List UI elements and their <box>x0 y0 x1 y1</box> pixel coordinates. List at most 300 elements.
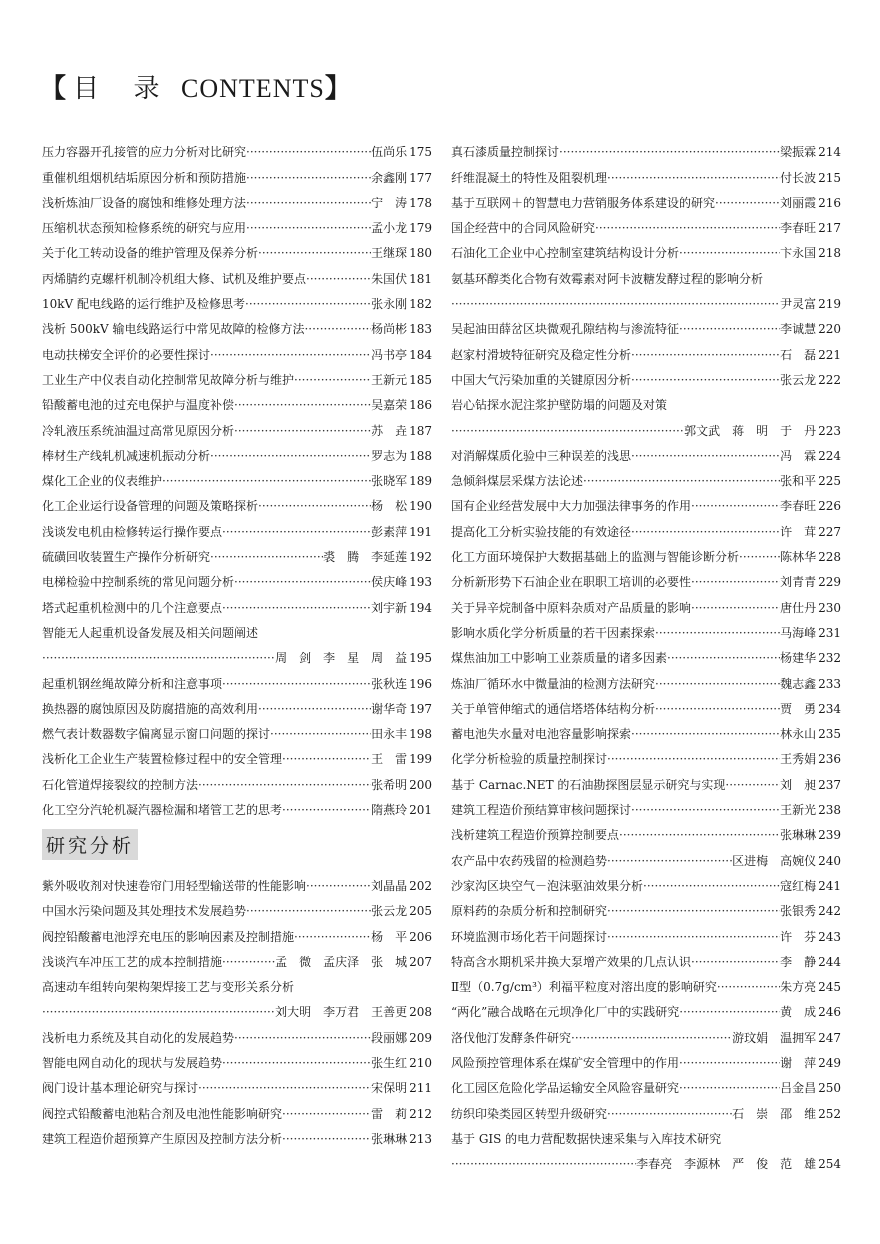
toc-entry-page: 197 <box>409 701 432 716</box>
toc-leader-dots <box>282 1107 371 1121</box>
toc-entry[interactable] <box>451 868 841 893</box>
toc-entry-page: 217 <box>818 221 841 236</box>
toc-entry-title: 关于异辛烷制备中原料杂质对产品质量的影响 <box>451 600 692 615</box>
toc-leader-dots <box>246 171 371 185</box>
toc-entry-page: 212 <box>409 1106 432 1121</box>
toc-entry-author: 张永刚 <box>371 297 408 312</box>
toc-entry-page: 179 <box>409 221 432 236</box>
toc-leader-dots <box>42 651 275 665</box>
toc-leader-dots <box>679 1081 780 1095</box>
toc-entry-author: 刘 昶 <box>780 777 817 792</box>
toc-entry[interactable] <box>451 513 841 538</box>
toc-entry-title: 塔式起重机检测中的几个注意要点 <box>42 600 223 615</box>
toc-entry-page: 189 <box>409 474 432 489</box>
toc-entry-page: 227 <box>818 524 841 539</box>
toc-entry-title: 炼油厂循环水中微量油的检测方法研究 <box>451 676 656 691</box>
toc-entry-author: 游玟娟 温拥军 <box>732 1030 817 1045</box>
toc-entry-page: 250 <box>818 1081 841 1096</box>
toc-leader-dots <box>222 525 371 539</box>
toc-entry-title: 浅谈汽车冲压工艺的成本控制措施 <box>42 954 223 969</box>
toc-entry-page: 228 <box>818 550 841 565</box>
toc-entry-page: 206 <box>409 929 432 944</box>
toc-entry-title: 风险预控管理体系在煤矿安全管理中的作用 <box>451 1055 680 1070</box>
toc-leader-dots <box>222 1056 371 1070</box>
toc-entry[interactable] <box>42 286 432 311</box>
toc-entry-title: 基于 GIS 的电力营配数据快速采集与入库技术研究 <box>451 1131 722 1146</box>
toc-entry-author: 彭素萍 <box>371 524 408 539</box>
toc-entry-author: 张云龙 <box>371 904 408 919</box>
toc-entry-title: 急倾斜煤层采煤方法论述 <box>451 474 584 489</box>
toc-entry-author: 宁 涛 <box>371 195 408 210</box>
toc-entry[interactable] <box>451 691 841 716</box>
toc-entry-author: 张琳琳 <box>371 1131 408 1146</box>
toc-entry[interactable] <box>42 766 432 791</box>
toc-entry-page: 226 <box>818 499 841 514</box>
toc-leader-dots <box>234 1031 371 1045</box>
toc-entry-title: 工业生产中仪表自动化控制常见故障分析与维护 <box>42 372 295 387</box>
contents-header <box>40 68 352 105</box>
toc-entry[interactable] <box>42 488 432 513</box>
toc-entry[interactable] <box>42 589 432 614</box>
toc-entry-author: 付长波 <box>780 170 817 185</box>
toc-entry[interactable] <box>451 438 841 463</box>
toc-entry-title: 赵家村滑坡特征研究及稳定性分析 <box>451 347 632 362</box>
toc-entry-title: 环境监测市场化若干问题探讨 <box>451 929 608 944</box>
toc-entry-author: 侯庆峰 <box>371 575 408 590</box>
toc-entry-author: 冯书亭 <box>371 347 408 362</box>
toc-entry[interactable] <box>451 766 841 791</box>
toc-entry-author: 杨 松 <box>371 499 408 514</box>
toc-entry-title: 国有企业经营发展中大力加强法律事务的作用 <box>451 499 692 514</box>
toc-leader-dots <box>210 550 323 564</box>
toc-entry-page: 242 <box>818 904 841 919</box>
toc-entry[interactable] <box>451 969 841 994</box>
toc-leader-dots <box>631 373 780 387</box>
toc-entry[interactable] <box>42 615 432 666</box>
toc-leader-dots <box>691 499 780 513</box>
toc-entry[interactable] <box>451 665 841 690</box>
toc-entry[interactable] <box>451 1070 841 1095</box>
toc-right-list <box>451 134 841 1171</box>
toc-entry-author: 唐仕丹 <box>780 600 817 615</box>
toc-entry-page: 181 <box>409 271 432 286</box>
toc-leader-dots <box>607 1107 732 1121</box>
toc-entry[interactable] <box>42 311 432 336</box>
toc-entry[interactable] <box>451 488 841 513</box>
toc-entry-title: 氨基环醇类化合物有效霉素对阿卡波糖发酵过程的影响分析 <box>451 271 764 286</box>
toc-entry-author: 杨 平 <box>371 929 408 944</box>
toc-entry-author: 孟小龙 <box>371 221 408 236</box>
toc-entry-author: 马海峰 <box>780 625 817 640</box>
toc-entry[interactable] <box>451 362 841 387</box>
toc-leader-dots <box>234 398 371 412</box>
toc-entry-author: 杨建华 <box>780 651 817 666</box>
toc-leader-dots <box>282 752 371 766</box>
toc-entry-author: 许 芬 <box>780 929 817 944</box>
toc-entry-page: 247 <box>818 1030 841 1045</box>
toc-leader-dots <box>619 828 780 842</box>
toc-leader-dots <box>198 778 371 792</box>
toc-entry-page: 175 <box>409 145 432 160</box>
toc-leader-dots <box>691 575 780 589</box>
toc-leader-dots <box>246 145 371 159</box>
toc-entry-page: 214 <box>818 145 841 160</box>
toc-entry-title: 紫外吸收剂对快速卷帘门用轻型输送带的性能影响 <box>42 878 307 893</box>
toc-entry-page: 193 <box>409 575 432 590</box>
toc-entry-author: 吴嘉荣 <box>371 398 408 413</box>
toc-entry-page: 195 <box>409 651 432 666</box>
toc-entry[interactable] <box>42 893 432 918</box>
toc-entry-title: 电动扶梯安全评价的必要性探讨 <box>42 347 211 362</box>
toc-entry[interactable] <box>42 513 432 538</box>
toc-entry[interactable] <box>42 1045 432 1070</box>
toc-entry[interactable] <box>451 1045 841 1070</box>
toc-entry[interactable] <box>42 868 432 893</box>
toc-entry[interactable] <box>451 1095 841 1120</box>
toc-entry-author: 李 静 <box>780 954 817 969</box>
toc-entry[interactable] <box>451 539 841 564</box>
toc-entry[interactable] <box>451 159 841 184</box>
toc-entry-title: 提高化工分析实验技能的有效途径 <box>451 524 632 539</box>
toc-leader-dots <box>198 1081 371 1095</box>
toc-entry[interactable] <box>451 336 841 361</box>
toc-entry-author: 裘 腾 李延莲 <box>323 550 408 565</box>
toc-entry-page: 211 <box>409 1081 432 1096</box>
toc-entry-author: 刘青青 <box>780 575 817 590</box>
toc-entry[interactable] <box>451 918 841 943</box>
toc-left-bottom-list <box>42 868 432 1146</box>
toc-entry-page: 182 <box>409 297 432 312</box>
toc-entry-page: 241 <box>818 878 841 893</box>
toc-entry-author: 尹灵富 <box>780 297 817 312</box>
toc-entry-title: 基于 Carnac.NET 的石油勘探图层显示研究与实现 <box>451 777 726 792</box>
toc-leader-dots <box>595 221 780 235</box>
toc-entry-page: 200 <box>409 777 432 792</box>
toc-leader-dots <box>258 246 371 260</box>
toc-entry-page: 187 <box>409 423 432 438</box>
toc-entry-author: 苏 垚 <box>371 423 408 438</box>
toc-entry-title: “两化”融合战略在元坝净化厂中的实践研究 <box>451 1005 680 1020</box>
toc-entry[interactable] <box>42 969 432 1020</box>
toc-entry[interactable] <box>451 893 841 918</box>
toc-entry-page: 239 <box>818 828 841 843</box>
toc-entry[interactable] <box>451 564 841 589</box>
toc-entry-page: 183 <box>409 322 432 337</box>
toc-entry-page: 213 <box>409 1131 432 1146</box>
toc-entry-page: 185 <box>409 372 432 387</box>
toc-entry-page: 205 <box>409 904 432 919</box>
toc-entry[interactable] <box>451 994 841 1019</box>
toc-left-top-list <box>42 134 432 817</box>
toc-entry-page: 194 <box>409 600 432 615</box>
toc-entry-author: 王秀娟 <box>780 752 817 767</box>
toc-entry-author: 罗志为 <box>371 448 408 463</box>
toc-entry-author: 朱方亮 <box>780 980 817 995</box>
toc-leader-dots <box>246 221 371 235</box>
toc-entry-title: 建筑工程造价超预算产生原因及控制方法分析 <box>42 1131 283 1146</box>
toc-entry-title: 分析新形势下石油企业在职职工培训的必要性 <box>451 575 692 590</box>
toc-entry[interactable] <box>42 185 432 210</box>
toc-entry[interactable] <box>451 1121 841 1172</box>
toc-entry-author: 陈林华 <box>780 550 817 565</box>
toc-entry-author: 魏志鑫 <box>780 676 817 691</box>
toc-leader-dots <box>631 348 780 362</box>
toc-entry-author: 区进梅 高婉仪 <box>732 853 817 868</box>
header-open-bracket: 【 <box>40 74 68 104</box>
toc-leader-dots <box>451 1157 636 1171</box>
toc-entry-title: 铅酸蓄电池的过充电保护与温度补偿 <box>42 398 235 413</box>
toc-entry-title: 换热器的腐蚀原因及防腐措施的高效利用 <box>42 701 259 716</box>
toc-entry-author: 张云龙 <box>780 372 817 387</box>
toc-entry-title: 建筑工程造价预结算审核问题探讨 <box>451 803 632 818</box>
toc-entry-page: 209 <box>409 1030 432 1045</box>
toc-entry[interactable] <box>451 185 841 210</box>
toc-entry[interactable] <box>42 134 432 159</box>
toc-entry-title: 浅谈发电机由检修转运行操作要点 <box>42 524 223 539</box>
toc-entry[interactable] <box>451 589 841 614</box>
toc-entry-title: 关于单管伸缩式的通信塔塔体结构分析 <box>451 701 656 716</box>
toc-entry-author: 段丽娜 <box>371 1030 408 1045</box>
toc-entry-author: 王新元 <box>371 372 408 387</box>
toc-leader-dots <box>667 651 780 665</box>
toc-entry-author: 卞永国 <box>780 246 817 261</box>
toc-entry[interactable] <box>451 311 841 336</box>
toc-entry[interactable] <box>451 387 841 438</box>
toc-entry-title: 中国水污染问题及其处理技术发展趋势 <box>42 904 247 919</box>
toc-entry-author: 周 剑 李 星 周 益 <box>275 651 408 666</box>
toc-leader-dots <box>715 196 780 210</box>
toc-entry[interactable] <box>42 944 432 969</box>
toc-entry-title: 煤焦油加工中影响工业萘质量的诸多因素 <box>451 651 668 666</box>
toc-entry-page: 210 <box>409 1055 432 1070</box>
toc-entry-author: 张和平 <box>780 474 817 489</box>
toc-entry-page: 229 <box>818 575 841 590</box>
toc-leader-dots <box>583 474 780 488</box>
toc-entry-title: 阀控式铅酸蓄电池粘合剂及电池性能影响研究 <box>42 1106 283 1121</box>
toc-entry-page: 186 <box>409 398 432 413</box>
toc-leader-dots <box>294 373 371 387</box>
toc-entry-author: 谢 萍 <box>780 1055 817 1070</box>
toc-leader-dots <box>162 474 371 488</box>
toc-entry-page: 245 <box>818 980 841 995</box>
toc-entry[interactable] <box>42 1095 432 1120</box>
toc-entry[interactable] <box>451 615 841 640</box>
toc-leader-dots <box>306 272 371 286</box>
toc-entry[interactable] <box>42 210 432 235</box>
toc-entry-title: 影响水质化学分析质量的若干因素探索 <box>451 625 656 640</box>
toc-entry-title: 丙烯腈约克螺杆机制冷机组大修、试机及维护要点 <box>42 271 307 286</box>
toc-leader-dots <box>717 980 780 994</box>
toc-leader-dots <box>451 297 780 311</box>
toc-entry[interactable] <box>451 741 841 766</box>
toc-entry-author: 李春亮 李源林 严 俊 范 雄 <box>636 1157 817 1172</box>
toc-entry-title: 浅析建筑工程造价预算控制要点 <box>451 828 620 843</box>
toc-entry-author: 刘大明 李万君 王善更 <box>275 1005 408 1020</box>
toc-entry-page: 191 <box>409 524 432 539</box>
toc-entry-page: 223 <box>818 423 841 438</box>
toc-entry[interactable] <box>42 463 432 488</box>
toc-entry-title: 吴起油田薛岔区块微观孔隙结构与渗流特征 <box>451 322 680 337</box>
toc-entry-page: 201 <box>409 803 432 818</box>
toc-entry-title: 浅析化工企业生产装置检修过程中的安全管理 <box>42 752 283 767</box>
toc-entry[interactable] <box>42 387 432 412</box>
toc-entry-title: 浅析炼油厂设备的腐蚀和维修处理方法 <box>42 195 247 210</box>
toc-entry-page: 220 <box>818 322 841 337</box>
toc-entry-page: 177 <box>409 170 432 185</box>
toc-leader-dots <box>222 955 275 969</box>
toc-entry-title: Ⅱ型（0.7g/cm³）利福平粒度对溶出度的影响研究 <box>451 980 717 995</box>
toc-entry[interactable] <box>42 716 432 741</box>
toc-entry-author: 伍尚乐 <box>371 145 408 160</box>
toc-leader-dots <box>607 930 780 944</box>
toc-entry[interactable] <box>42 1121 432 1146</box>
toc-entry[interactable] <box>42 1019 432 1044</box>
toc-entry-author: 刘晶晶 <box>371 878 408 893</box>
header-close-bracket: 】 <box>324 74 352 104</box>
toc-entry-title: 化工方面环境保护大数据基础上的监测与智能诊断分析 <box>451 550 740 565</box>
toc-entry-title: 煤化工企业的仪表维护 <box>42 474 163 489</box>
toc-leader-dots <box>282 803 371 817</box>
toc-leader-dots <box>258 499 371 513</box>
toc-entry-page: 237 <box>818 777 841 792</box>
toc-entry-title: 国企经营中的合同风险研究 <box>451 221 596 236</box>
toc-entry[interactable] <box>42 412 432 437</box>
toc-entry-page: 230 <box>818 600 841 615</box>
section-title: 研究分析 <box>42 829 138 860</box>
toc-entry-title: 浅析电力系统及其自动化的发展趋势 <box>42 1030 235 1045</box>
toc-entry-title: 阀门设计基本理论研究与探讨 <box>42 1081 199 1096</box>
toc-entry-page: 222 <box>818 372 841 387</box>
toc-entry-title: 燃气表计数器数字偏离显示窗口问题的探讨 <box>42 727 271 742</box>
toc-entry[interactable] <box>451 260 841 311</box>
toc-entry-title: 起重机钢丝绳故障分析和注意事项 <box>42 676 223 691</box>
toc-entry-author: 冯 霖 <box>780 448 817 463</box>
toc-entry[interactable] <box>451 134 841 159</box>
toc-entry-author: 石 磊 <box>780 347 817 362</box>
toc-leader-dots <box>691 601 780 615</box>
toc-entry-page: 188 <box>409 448 432 463</box>
toc-entry-author: 吕金昌 <box>780 1081 817 1096</box>
toc-leader-dots <box>631 803 780 817</box>
toc-leader-dots <box>655 677 780 691</box>
toc-entry-author: 王 雷 <box>371 752 408 767</box>
toc-entry[interactable] <box>42 539 432 564</box>
toc-entry-author: 张生红 <box>371 1055 408 1070</box>
toc-entry-title: 压力容器开孔接管的应力分析对比研究 <box>42 145 247 160</box>
toc-entry-title: 化学分析检验的质量控制探讨 <box>451 752 608 767</box>
toc-entry-page: 225 <box>818 474 841 489</box>
toc-leader-dots <box>739 550 780 564</box>
toc-entry-page: 240 <box>818 853 841 868</box>
toc-entry[interactable] <box>42 792 432 817</box>
toc-entry[interactable] <box>451 640 841 665</box>
toc-entry-page: 252 <box>818 1106 841 1121</box>
toc-entry-title: 中国大气污染加重的关键原因分析 <box>451 372 632 387</box>
toc-entry-title: 真石漆质量控制探讨 <box>451 145 560 160</box>
toc-entry-page: 208 <box>409 1005 432 1020</box>
toc-entry[interactable] <box>42 665 432 690</box>
toc-entry-title: 重催机组烟机结垢原因分析和预防措施 <box>42 170 247 185</box>
toc-entry-title: 基于互联网＋的智慧电力营销服务体系建设的研究 <box>451 195 716 210</box>
toc-entry[interactable] <box>451 1019 841 1044</box>
toc-entry-title: 化工企业运行设备管理的问题及策略探析 <box>42 499 259 514</box>
toc-entry[interactable] <box>42 362 432 387</box>
toc-entry-author: 余鑫刚 <box>371 170 408 185</box>
toc-entry[interactable] <box>42 691 432 716</box>
toc-entry[interactable] <box>451 944 841 969</box>
toc-entry[interactable] <box>42 918 432 943</box>
toc-entry[interactable] <box>451 842 841 867</box>
toc-entry[interactable] <box>42 159 432 184</box>
toc-entry[interactable] <box>451 463 841 488</box>
toc-entry[interactable] <box>42 1070 432 1095</box>
toc-leader-dots <box>655 626 780 640</box>
toc-entry-author: 张希明 <box>371 777 408 792</box>
toc-leader-dots <box>282 1132 371 1146</box>
toc-entry-title: 高速动车组转向架构架焊接工艺与变形关系分析 <box>42 980 295 995</box>
toc-leader-dots <box>210 348 371 362</box>
toc-entry[interactable] <box>42 438 432 463</box>
toc-leader-dots <box>631 727 780 741</box>
toc-entry[interactable] <box>451 210 841 235</box>
toc-entry-title: 岩心钻探水泥注浆护壁防塌的问题及对策 <box>451 398 668 413</box>
toc-leader-dots <box>679 322 780 336</box>
toc-entry[interactable] <box>451 235 841 260</box>
toc-entry-title: 农产品中农药残留的检测趋势 <box>451 853 608 868</box>
toc-entry[interactable] <box>451 817 841 842</box>
toc-entry-page: 180 <box>409 246 432 261</box>
toc-entry-author: 朱国伏 <box>371 271 408 286</box>
toc-entry-author: 谢华奇 <box>371 701 408 716</box>
header-title-cn: 目 录 <box>73 74 174 103</box>
toc-entry-page: 238 <box>818 803 841 818</box>
toc-left-column <box>42 134 432 1146</box>
toc-entry[interactable] <box>451 716 841 741</box>
toc-leader-dots <box>607 904 780 918</box>
toc-entry-author: 梁振霖 <box>780 145 817 160</box>
toc-leader-dots <box>246 904 371 918</box>
toc-entry[interactable] <box>42 260 432 285</box>
toc-entry-title: 硫磺回收装置生产操作分析研究 <box>42 550 211 565</box>
toc-leader-dots <box>559 145 780 159</box>
toc-right-column <box>451 134 841 1171</box>
toc-entry[interactable] <box>42 741 432 766</box>
toc-entry-page: 249 <box>818 1055 841 1070</box>
toc-entry-author: 林永山 <box>780 727 817 742</box>
toc-leader-dots <box>607 854 732 868</box>
toc-leader-dots <box>304 322 371 336</box>
toc-entry[interactable] <box>42 564 432 589</box>
toc-entry-title: 化工空分汽轮机凝汽器检漏和堵管工艺的思考 <box>42 803 283 818</box>
toc-leader-dots <box>258 702 371 716</box>
toc-entry-author: 李春旺 <box>780 499 817 514</box>
toc-entry-page: 235 <box>818 727 841 742</box>
toc-entry[interactable] <box>42 235 432 260</box>
toc-entry-author: 宋保明 <box>371 1081 408 1096</box>
toc-leader-dots <box>607 171 780 185</box>
toc-entry-title: 对消解煤质化验中三种误差的浅思 <box>451 448 632 463</box>
toc-entry[interactable] <box>451 792 841 817</box>
toc-entry-page: 219 <box>818 297 841 312</box>
toc-entry[interactable] <box>42 336 432 361</box>
toc-entry-page: 236 <box>818 752 841 767</box>
toc-entry-page: 192 <box>409 550 432 565</box>
toc-leader-dots <box>42 1005 275 1019</box>
toc-entry-page: 254 <box>818 1157 841 1172</box>
toc-entry-title: 原料药的杂质分析和控制研究 <box>451 904 608 919</box>
toc-entry-page: 221 <box>818 347 841 362</box>
toc-entry-page: 202 <box>409 878 432 893</box>
